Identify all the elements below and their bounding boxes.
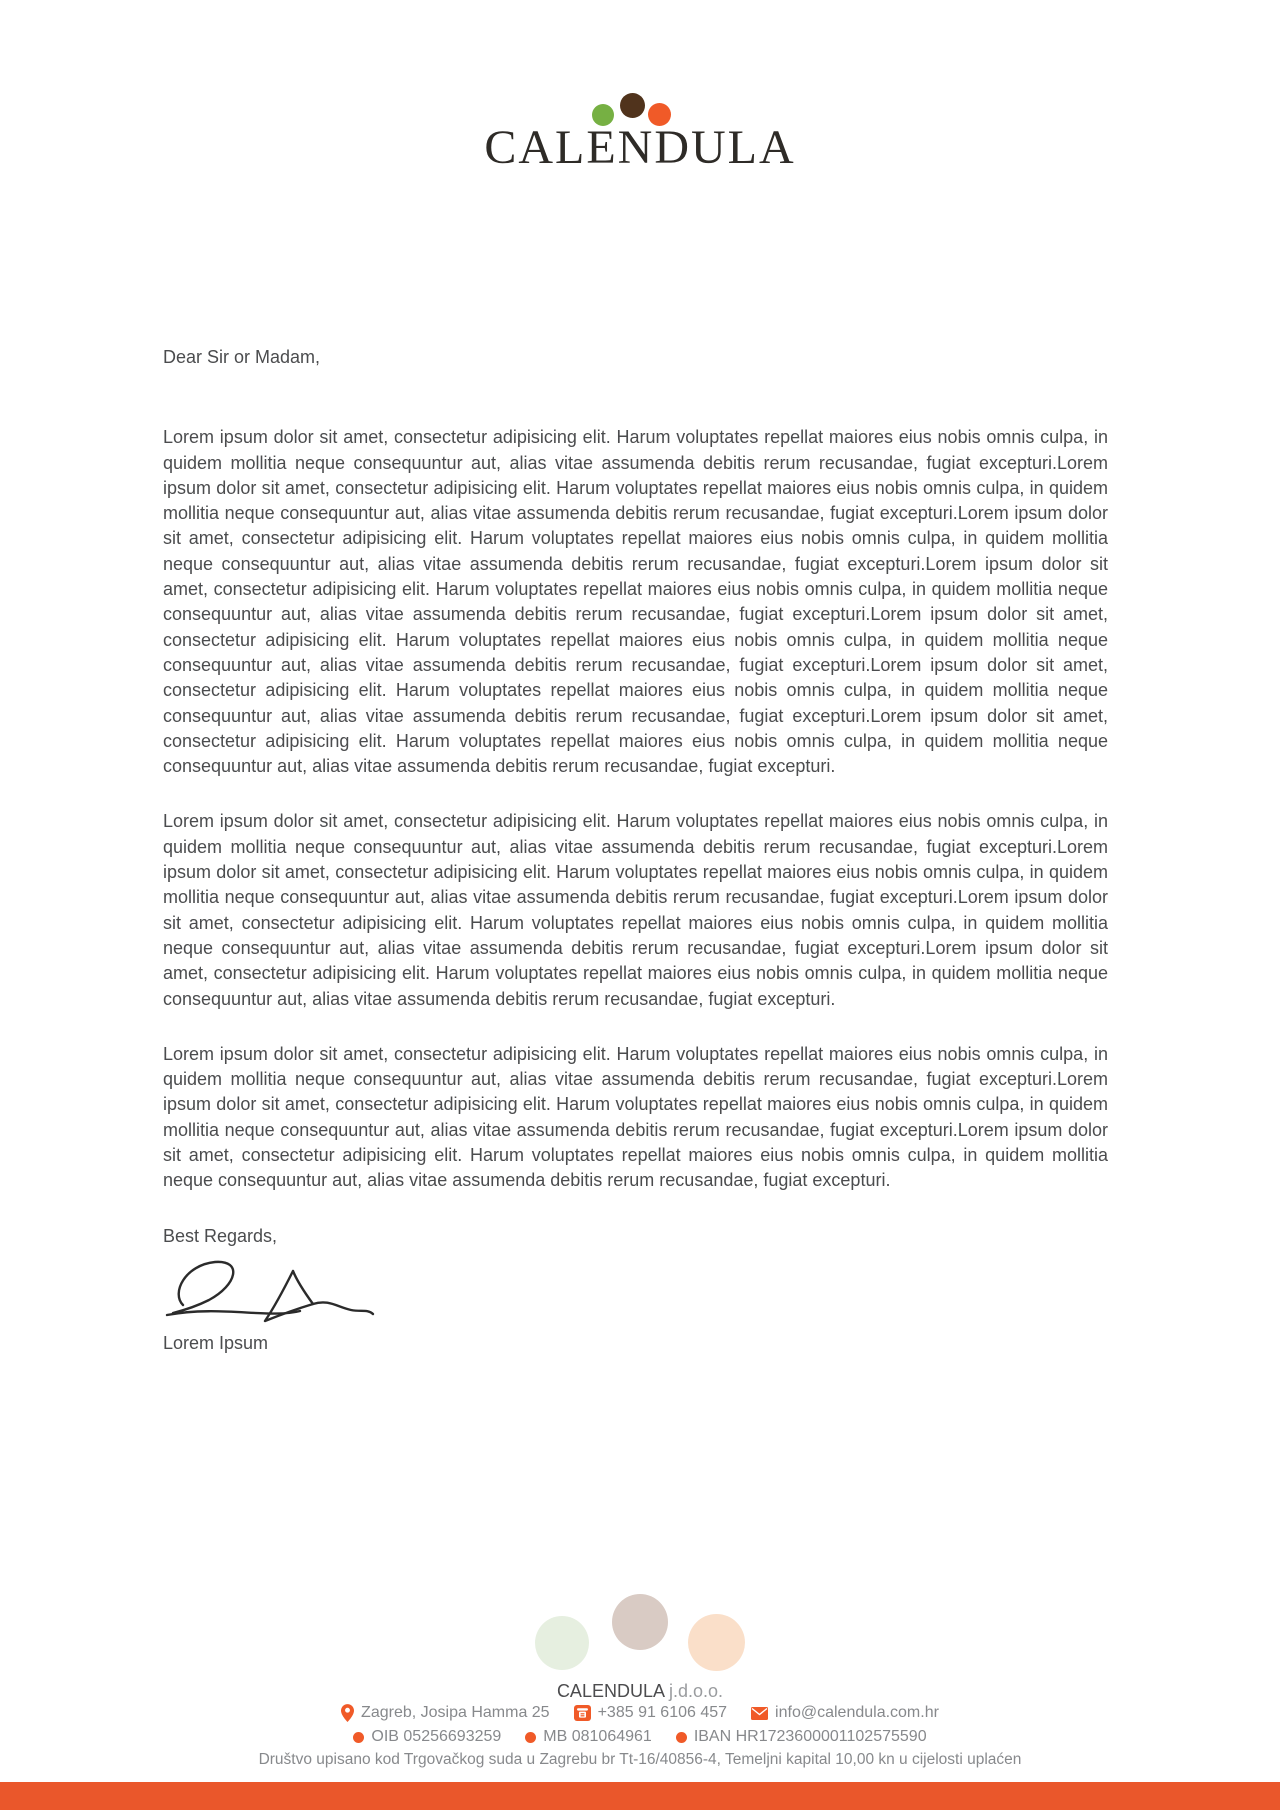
footer-legal-line: Društvo upisano kod Trgovačkog suda u Zagrebu br Tt-16/40856-4, Temeljni kapital 10,00 kn u cijelosti uplaćen xyxy=(258,1751,1022,1768)
footer-mb: MB 081064961 xyxy=(543,1728,652,1745)
company-wordmark: CALENDULA xyxy=(484,121,796,174)
footer-circle-orange-icon xyxy=(688,1614,745,1671)
sender-name: Lorem Ipsum xyxy=(163,1332,269,1353)
email-icon xyxy=(751,1707,768,1720)
closing-line: Best Regards, xyxy=(163,1225,278,1246)
footer-iban: IBAN HR1723600001102575590 xyxy=(693,1728,927,1745)
map-pin-icon xyxy=(341,1704,354,1722)
footer-company-line xyxy=(0,1681,1280,1702)
footer-accent-bar xyxy=(0,1782,1280,1810)
footer-phone: +385 91 6106 457 xyxy=(597,1704,728,1721)
signature-scribble xyxy=(165,1259,380,1327)
letter-paragraph-1: Lorem ipsum dolor sit amet, consectetur adipisicing elit. Harum voluptates repellat maiores eius nobis omnis culpa, in quidem mollitia neque consequuntur aut, alias vitae assumenda debitis rerum recusandae, fugiat excepturi.Lorem ipsum dolor sit amet, consectetur adipisicing elit. Harum voluptates repellat maiores eius nobis omnis culpa, in quidem mollitia neque consequuntur aut, alias vitae assumenda debitis rerum recusandae, fugiat excepturi.Lorem ipsum dolor sit amet, consectetur adipisicing elit. Harum voluptates repellat maiores eius nobis omnis culpa, in quidem mollitia neque consequuntur aut, alias vitae assumenda debitis rerum recusandae, fugiat excepturi.Lorem ipsum dolor sit amet, consectetur adipisicing elit. Harum voluptates repellat maiores eius nobis omnis culpa, in quidem mollitia neque consequuntur aut, alias vitae assumenda debitis rerum recusandae, fugiat excepturi.Lorem ipsum dolor sit amet, consectetur adipisicing elit. Harum voluptates repellat maiores eius nobis omnis culpa, in quidem mollitia neque consequuntur aut, alias vitae assumenda debitis rerum recusandae, fugiat excepturi.Lorem ipsum dolor sit amet, consectetur adipisicing elit. Harum voluptates repellat maiores eius nobis omnis culpa, in quidem mollitia neque consequuntur aut, alias vitae assumenda debitis rerum recusandae, fugiat excepturi.Lorem ipsum dolor sit amet, consectetur adipisicing elit. Harum voluptates repellat maiores eius nobis omnis culpa, in quidem mollitia neque consequuntur aut, alias vitae assumenda debitis rerum recusandae, fugiat excepturi. xyxy=(163,427,1108,777)
bullet-icon xyxy=(676,1732,687,1743)
phone-icon xyxy=(574,1705,591,1721)
letter-paragraph-2: Lorem ipsum dolor sit amet, consectetur adipisicing elit. Harum voluptates repellat maiores eius nobis omnis culpa, in quidem mollitia neque consequuntur aut, alias vitae assumenda debitis rerum recusandae, fugiat excepturi.Lorem ipsum dolor sit amet, consectetur adipisicing elit. Harum voluptates repellat maiores eius nobis omnis culpa, in quidem mollitia neque consequuntur aut, alias vitae assumenda debitis rerum recusandae, fugiat excepturi.Lorem ipsum dolor sit amet, consectetur adipisicing elit. Harum voluptates repellat maiores eius nobis omnis culpa, in quidem mollitia neque consequuntur aut, alias vitae assumenda debitis rerum recusandae, fugiat excepturi.Lorem ipsum dolor sit amet, consectetur adipisicing elit. Harum voluptates repellat maiores eius nobis omnis culpa, in quidem mollitia neque consequuntur aut, alias vitae assumenda debitis rerum recusandae, fugiat excepturi. xyxy=(163,811,1108,1009)
footer-registry-row xyxy=(0,1728,1280,1746)
footer-company-name: CALENDULA xyxy=(556,1681,664,1701)
footer-circle-green-icon xyxy=(535,1616,589,1670)
bullet-icon xyxy=(525,1732,536,1743)
footer-contact-row xyxy=(0,1704,1280,1722)
letter-paragraph-3: Lorem ipsum dolor sit amet, consectetur adipisicing elit. Harum voluptates repellat maiores eius nobis omnis culpa, in quidem mollitia neque consequuntur aut, alias vitae assumenda debitis rerum recusandae, fugiat excepturi.Lorem ipsum dolor sit amet, consectetur adipisicing elit. Harum voluptates repellat maiores eius nobis omnis culpa, in quidem mollitia neque consequuntur aut, alias vitae assumenda debitis rerum recusandae, fugiat excepturi.Lorem ipsum dolor sit amet, consectetur adipisicing elit. Harum voluptates repellat maiores eius nobis omnis culpa, in quidem mollitia neque consequuntur aut, alias vitae assumenda debitis rerum recusandae, fugiat excepturi. xyxy=(163,1043,1108,1191)
footer-address: Zagreb, Josipa Hamma 25 xyxy=(361,1704,550,1721)
letter-body xyxy=(163,345,1108,1356)
logo-dot-brown-icon xyxy=(620,93,645,118)
salutation: Dear Sir or Madam, xyxy=(163,347,321,367)
footer-oib: OIB 05256693259 xyxy=(371,1728,502,1745)
footer-company-suffix: j.d.o.o. xyxy=(669,1681,724,1701)
bullet-icon xyxy=(353,1732,364,1743)
footer-circle-brown-icon xyxy=(612,1594,668,1650)
footer-email: info@calendula.com.hr xyxy=(775,1704,939,1721)
